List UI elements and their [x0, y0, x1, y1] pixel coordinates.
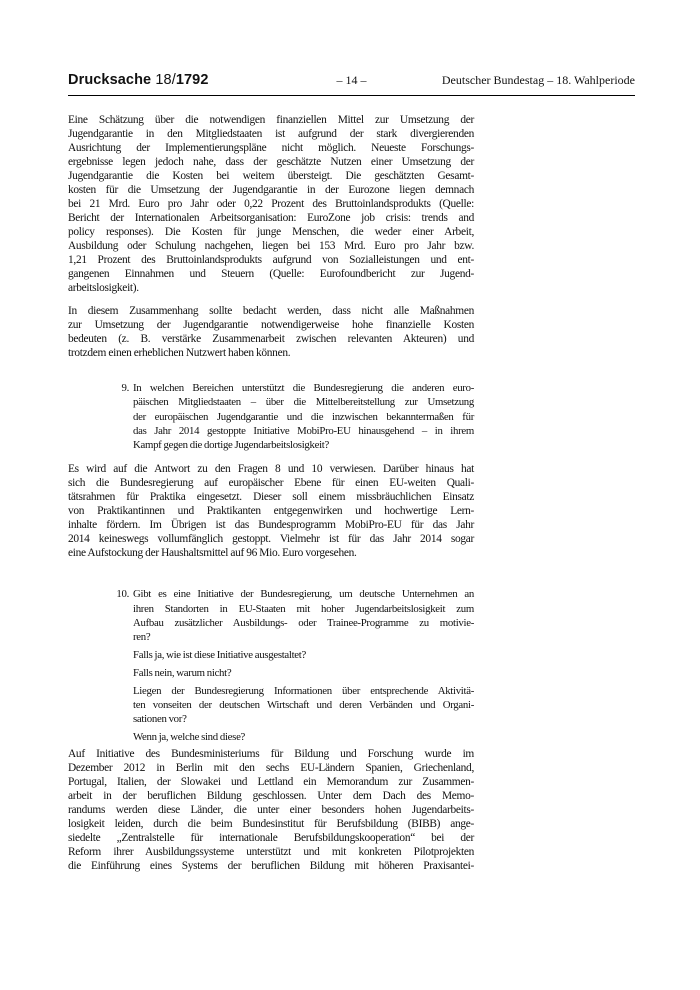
question-number: 9.	[121, 382, 129, 394]
text-line: arbeitslosigkeit).	[68, 282, 139, 294]
text-line: Ausrichtung der Implementierungspläne nicht möglich. Neueste Forschungs-	[68, 142, 474, 154]
text-line: Bericht der Internationalen Arbeitsorganisation: EuroZone job crisis: trends and	[68, 212, 474, 224]
text-line: kosten für die Umsetzung der Jugendgarantie in der Eurozone liegen demnach	[68, 184, 474, 196]
text-line: Ausbildung oder Schulung nachgehen, liegen bei 153 Mrd. Euro pro Jahr bzw.	[68, 240, 474, 252]
text-line: Gibt es eine Initiative der Bundesregierung, um deutsche Unternehmen an	[133, 588, 474, 601]
text-line: In welchen Bereichen unterstützt die Bundesregierung die anderen euro-	[133, 382, 474, 394]
text-line: ren?	[133, 631, 151, 644]
question-paragraph	[133, 381, 474, 452]
question-paragraph	[133, 730, 474, 744]
document-body	[68, 113, 474, 873]
text-line: 1,21 Prozent des Bruttoinlandsprodukts aufgrund von Sozialleistungen und ent-	[68, 254, 474, 266]
body-paragraph	[68, 747, 474, 873]
text-line: tätsrahmen für Praktika eingesetzt. Dieser soll einem missbräuchlichen Einsatz	[68, 491, 474, 504]
text-line: eine Aufstockung der Haushaltsmittel auf 96 Mio. Euro vorgesehen.	[68, 547, 357, 560]
text-line: das Jahr 2014 gestoppte Initiative MobiPro-EU hinausgehend – in ihrem	[133, 424, 474, 437]
text-line: von Praktikantinnen und Praktikanten entgegenwirken und hochwertige Lern-	[68, 505, 474, 518]
question-text	[133, 587, 474, 744]
page-number: – 14 –	[336, 73, 367, 87]
text-line: bei 21 Mrd. Euro pro Jahr oder 0,22 Prozent des Bruttoinlandsprodukts (Quelle:	[68, 198, 474, 210]
parliament-label: Deutscher Bundestag – 18. Wahlperiode	[441, 73, 635, 87]
text-line: sich die Bundesregierung auf europäischer Ebene für einen EU-weiten Quali-	[68, 477, 474, 490]
question-block	[68, 381, 474, 452]
question-paragraph	[133, 648, 474, 662]
doc-type-label: Drucksache	[68, 72, 152, 88]
text-line: Jugendgarantie die Kosten bei weitem übersteigt. Die geschätzten Gesamt-	[68, 170, 474, 182]
question-number: 10.	[116, 588, 129, 601]
text-line: arbeit in der beruflichen Bildung geschlossen. Unter dem Dach des Memo-	[68, 790, 474, 803]
page-header	[68, 0, 635, 96]
text-line: Kampf gegen die dortige Jugendarbeitslosigkeit?	[133, 439, 329, 452]
text-line: Reform ihrer Ausbildungssysteme unterstützt und mit konkreten Pilotprojekten	[68, 846, 474, 859]
text-line: ihren Standorten in EU-Staaten mit hoher Jugendarbeitslosigkeit zum	[133, 602, 474, 615]
text-line: Wenn ja, welche sind diese?	[133, 731, 246, 744]
text-line: gangenen Einnahmen und Steuern (Quelle: Eurofoundbericht zur Jugend-	[68, 268, 474, 280]
text-line: trotzdem einen erheblichen Nutzwert haben können.	[68, 347, 291, 359]
question-paragraph	[133, 666, 474, 680]
text-line: Falls nein, warum nicht?	[133, 666, 232, 679]
text-line: Jugendgarantie in den Mitgliedstaaten ist aufgrund der stark divergierenden	[68, 128, 474, 140]
text-line: Dezember 2012 in Berlin mit den sechs EU-Ländern Spanien, Griechenland,	[68, 762, 474, 775]
text-line: 2014 keineswegs vollumfänglich gestoppt. Vielmehr ist für das Jahr 2014 sogar	[68, 533, 474, 546]
text-line: Falls ja, wie ist diese Initiative ausgestaltet?	[133, 649, 306, 662]
text-line: Auf Initiative des Bundesministeriums für Bildung und Forschung wurde im	[68, 748, 474, 761]
text-line: sationen vor?	[133, 713, 187, 726]
body-paragraph	[68, 462, 474, 560]
text-line: randums werden diese Länder, die unter einer besonders hohen Jugendarbeits-	[68, 804, 474, 817]
text-line: Aufbau zusätzlicher Ausbildungs- oder Trainee-Programme zu motivie-	[133, 617, 474, 630]
text-line: policy responses). Die Kosten für junge Menschen, die weder einer Arbeit,	[68, 226, 474, 238]
question-paragraph	[133, 587, 474, 644]
question-block	[68, 587, 474, 744]
text-line: ten vonseiten der deutschen Wirtschaft und deren Verbänden und Organi-	[133, 699, 474, 712]
question-text	[133, 381, 474, 452]
text-line: päischen Mitgliedstaaten – über die Mittelbereitstellung zur Umsetzung	[133, 396, 474, 409]
text-line: inhalte fördern. Im Übrigen ist das Bundesprogramm MobiPro-EU für das Jahr	[68, 519, 474, 532]
text-line: Es wird auf die Antwort zu den Fragen 8 und 10 verwiesen. Darüber hinaus hat	[68, 463, 474, 476]
text-line: die Einführung eines Systems der beruflichen Bildung mit höheren Praxisantei-	[68, 860, 474, 873]
text-line: In diesem Zusammenhang sollte bedacht werden, dass nicht alle Maßnahmen	[68, 305, 474, 317]
text-line: der europäischen Jugendgarantie und die inzwischen bekanntermaßen für	[133, 410, 474, 423]
question-paragraph	[133, 684, 474, 727]
body-paragraph	[68, 113, 474, 295]
text-line: losigkeit leiden, durch die beim Bundesinstitut für Berufsbildung (BIBB) ange-	[68, 818, 474, 831]
text-line: Eine Schätzung über die notwendigen finanziellen Mittel zur Umsetzung der	[68, 114, 474, 126]
body-paragraph	[68, 304, 474, 360]
text-line: ergebnisse legen jedoch nahe, dass der geschätzte Nutzen einer Umsetzung der	[68, 156, 474, 168]
doc-number-value: 1792	[175, 72, 209, 88]
text-line: Liegen der Bundesregierung Informationen über entsprechende Aktivitä-	[133, 684, 474, 697]
text-line: Portugal, Italien, der Slowakei und Lettland ein Memorandum zur Zusammen-	[68, 776, 474, 789]
doc-number	[68, 72, 337, 89]
text-line: bedeuten (z. B. verstärke Zusammenarbeit zwischen relevanten Akteuren) und	[68, 333, 474, 345]
text-line: siedelte „Zentralstelle für internationale Berufsbildungskooperation“ bei der	[68, 832, 474, 845]
doc-number-prefix: 18/	[155, 72, 176, 88]
text-line: zur Umsetzung der Jugendgarantie notwendigerweise hohe finanzielle Kosten	[68, 319, 474, 331]
